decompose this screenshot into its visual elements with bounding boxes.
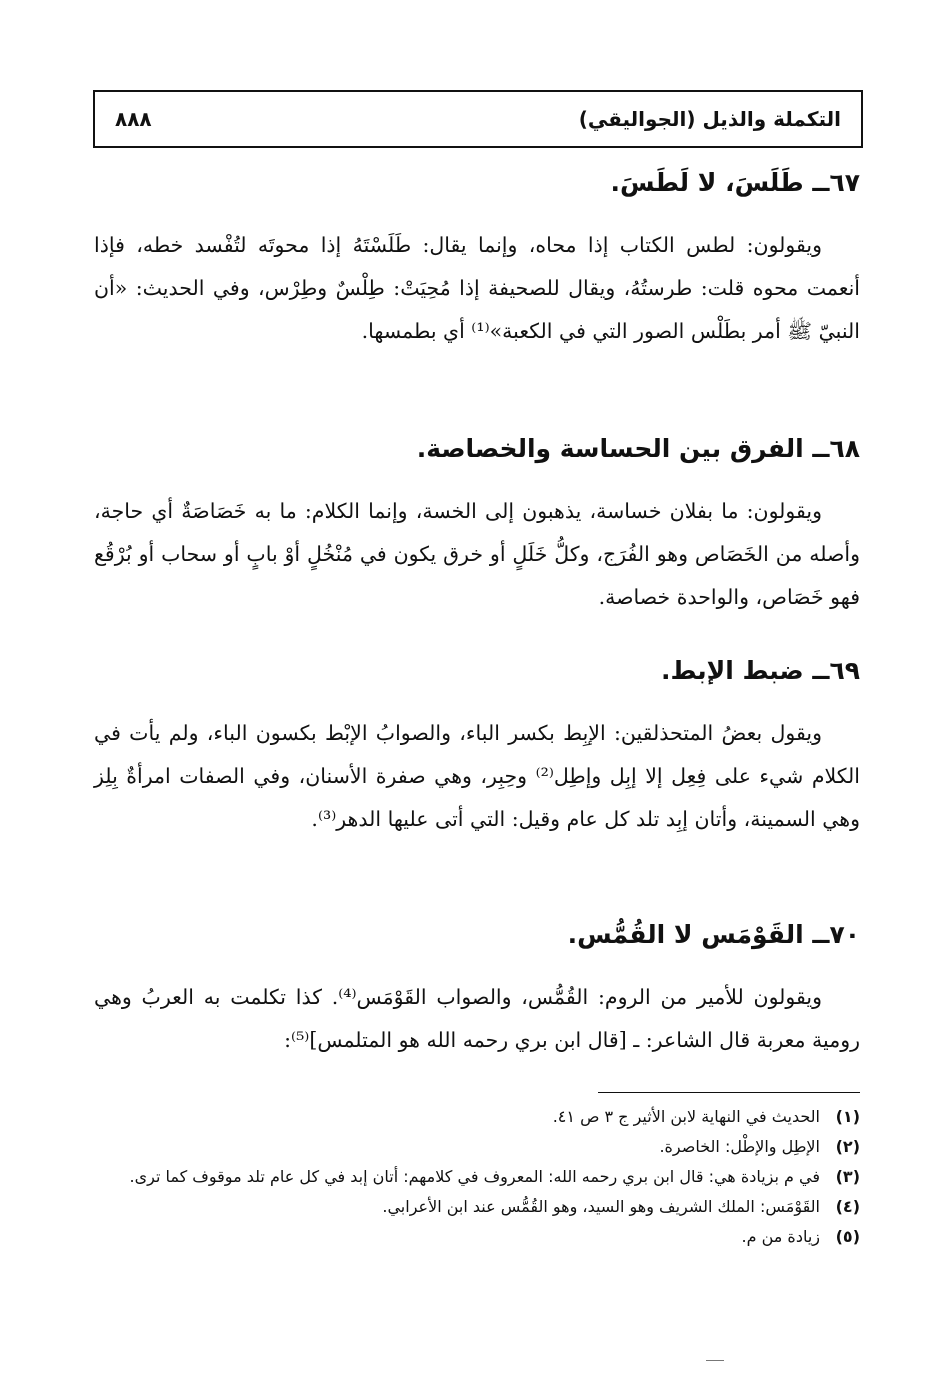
footnote-number: (٤) (835, 1197, 860, 1216)
section-body-69 (94, 712, 860, 841)
section-body-68 (94, 490, 860, 619)
footnote-item (94, 1222, 860, 1252)
paragraph-text: ويقولون: ما بفلان خساسة، يذهبون إلى الخسة، وإنما الكلام: ما به خَصَاصَةٌ أي حاجة، وأصله من الخَصَاص وهو الفُرَج، وكلُّ خَلَلٍ أو خرق يكون في مُنْخُلٍ أوْ بابٍ أو سحاب أو بُرْقُع فهو خَصَاص، والواحدة خصاصة. (94, 499, 860, 609)
section-title-68: ٦٨ــ الفرق بين الحساسة والخصاصة. (416, 434, 860, 463)
footnote-text: زيادة من م. (741, 1227, 820, 1246)
footnote-number: (٣) (835, 1167, 860, 1186)
footnote-separator (598, 1092, 860, 1093)
paragraph-text: ويقول بعضُ المتحذلقين: الإبِط بكسر الباء، والصوابُ الإبْط بكسون الباء، ولم يأت في الكلام شيء على فِعِل إلا إبِل وإطِل⁽²⁾ وحِبِر، وهي صفرة الأسنان، وفي الصفات امرأةٌ بِلِز وهي السمينة، وأتان إبِد تلد كل عام وقيل: التي أتى عليها الدهر⁽³⁾. (94, 721, 861, 831)
running-header (93, 90, 863, 148)
paragraph-text: ويقولون: لطس الكتاب إذا محاه، وإنما يقال: طَلَسْتَهُ إذا محوتَه لتُفْسد خطه، فإذا أنعمت محوه قلت: طرستُهُ، ويقال للصحيفة إذا مُحِيَتْ: طِلْسٌ وطِرْس، وفي الحديث: «أن النبيّ ﷺ أمر بطَلْس الصور التي في الكعبة»⁽¹⁾ أي بطمسها. (94, 233, 860, 343)
footnote-text: الإطِل والإطْل: الخاصرة. (659, 1137, 820, 1156)
footnote-item (94, 1162, 860, 1192)
running-title: التكملة والذيل (الجواليقي) (578, 107, 841, 131)
footnote-item (94, 1102, 860, 1132)
paragraph-text: ويقولون للأمير من الروم: القُمُّس، والصواب القَوْمَس⁽⁴⁾. كذا تكلمت به العربُ وهي رومية معربة قال الشاعر: ـ [قال ابن بري رحمه الله هو المتلمس]⁽⁵⁾: (94, 985, 860, 1052)
footnote-number: (٢) (835, 1137, 860, 1156)
footnote-text: الحديث في النهاية لابن الأثير ج ٣ ص ٤١. (552, 1107, 820, 1126)
footnote-item (94, 1192, 860, 1222)
footnote-number: (٥) (835, 1227, 860, 1246)
page-number: ٨٨٨ (115, 107, 152, 131)
section-body-67 (94, 224, 860, 353)
bottom-scan-mark (706, 1360, 724, 1361)
footnote-item (94, 1132, 860, 1162)
footnote-text: القَوْمَس: الملك الشريف وهو السيد، وهو القُمُّس عند ابن الأعرابي. (382, 1197, 820, 1216)
section-title-67: ٦٧ــ طَلَسَ، لا لَطَسَ. (610, 168, 860, 197)
section-title-69: ٦٩ــ ضبط الإبط. (660, 656, 860, 685)
section-body-70 (94, 976, 860, 1062)
footnotes-list (94, 1102, 860, 1252)
section-title-70: ٧٠ــ القَوْمَس لا القُمُّس. (567, 920, 860, 949)
footnote-number: (١) (835, 1107, 860, 1126)
footnote-text: في م بزيادة هي: قال ابن بري رحمه الله: المعروف في كلامهم: أتان إبد في كل عام تلد موقوف كما ترى. (129, 1167, 820, 1186)
